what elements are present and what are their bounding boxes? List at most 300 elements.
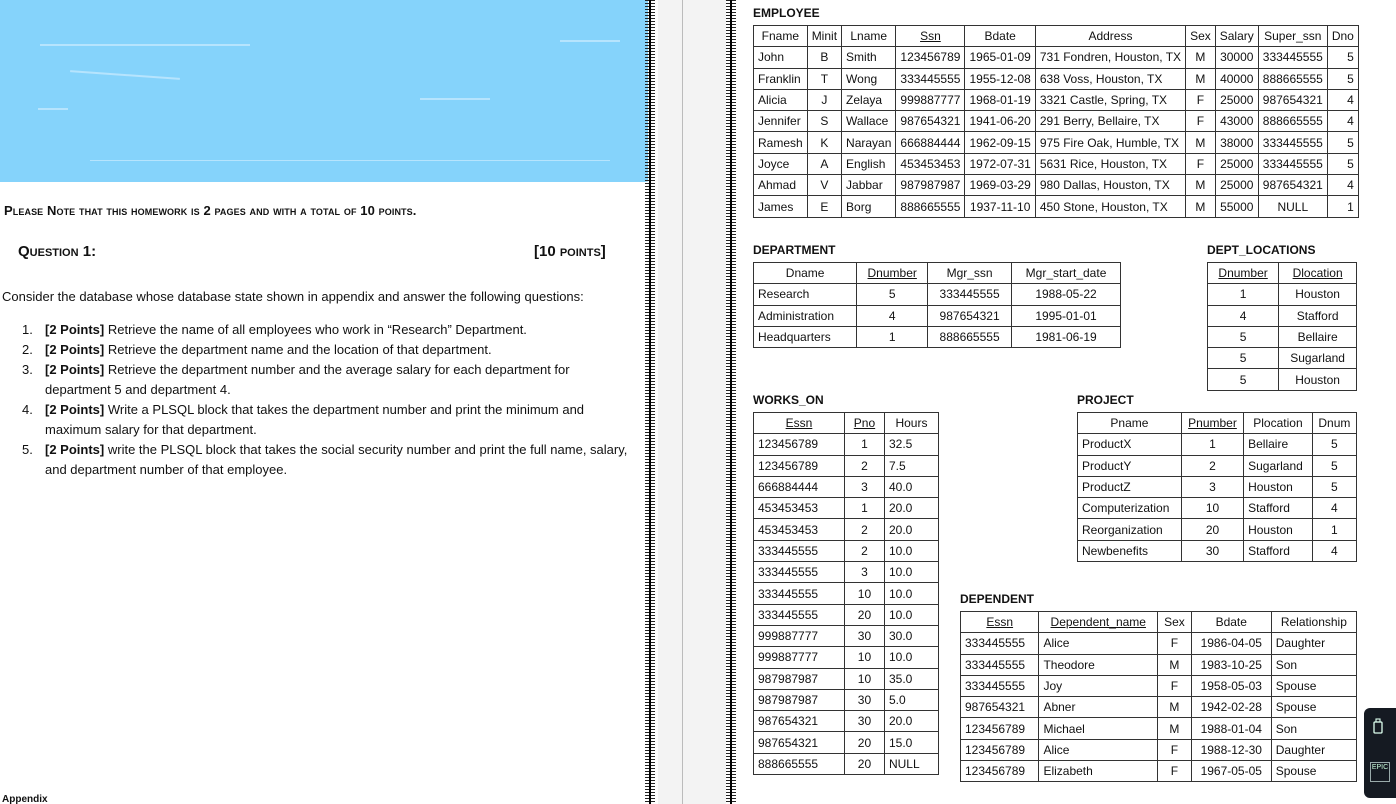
table-cell: M [1158, 718, 1192, 739]
table-row [754, 455, 939, 476]
table-cell: Wong [842, 68, 896, 89]
table-cell: Alice [1039, 633, 1158, 654]
column-header: Sex [1190, 29, 1211, 44]
table-cell: 10 [844, 647, 884, 668]
table-cell: 5 [1327, 47, 1358, 68]
header-cell [844, 413, 884, 434]
table-cell: Research [754, 284, 857, 305]
table-cell: 333445555 [1258, 47, 1327, 68]
table-cell: John [754, 47, 808, 68]
table-cell: 333445555 [961, 675, 1039, 696]
table-cell: 2 [1181, 455, 1243, 476]
table-row [754, 562, 939, 583]
table-cell: T [807, 68, 841, 89]
column-header: Fname [761, 29, 800, 44]
table-cell: 731 Fondren, Houston, TX [1035, 47, 1185, 68]
table-row [754, 175, 1359, 196]
table-cell: Spouse [1271, 761, 1356, 782]
table-row [754, 668, 939, 689]
table-cell: 25000 [1215, 153, 1258, 174]
item-text: Retrieve the name of all employees who work in “Research” Department. [104, 322, 527, 337]
table-cell: 1942-02-28 [1191, 697, 1271, 718]
table-cell: James [754, 196, 808, 217]
table-cell: 2 [844, 455, 884, 476]
table-row [961, 633, 1357, 654]
works-on-table [753, 412, 939, 775]
table-cell: 888665555 [1258, 111, 1327, 132]
table-row [754, 753, 939, 774]
appendix-page [736, 0, 1366, 804]
employee-table [753, 25, 1359, 218]
table-cell: 888665555 [896, 196, 965, 217]
table-cell: 638 Voss, Houston, TX [1035, 68, 1185, 89]
table-row [1208, 284, 1357, 305]
table-row [754, 153, 1359, 174]
table-row [1208, 369, 1357, 390]
column-header: Dno [1331, 29, 1354, 44]
table-cell: 123456789 [961, 739, 1039, 760]
table-cell: E [807, 196, 841, 217]
table-cell: 10 [844, 583, 884, 604]
table-cell: 5.0 [884, 689, 938, 710]
table-row [754, 305, 1121, 326]
table-cell: M [1186, 47, 1216, 68]
table-header-row [754, 26, 1359, 47]
table-cell: 20.0 [884, 519, 938, 540]
header-cell [842, 26, 896, 47]
table-row [754, 284, 1121, 305]
table-row [1208, 326, 1357, 347]
question-list [22, 320, 636, 480]
header-cell [1258, 26, 1327, 47]
table-cell: Stafford [1244, 540, 1313, 561]
table-cell: 1995-01-01 [1012, 305, 1121, 326]
table-cell: 666884444 [754, 476, 845, 497]
table-cell: 1986-04-05 [1191, 633, 1271, 654]
column-header: Dnumber [867, 266, 917, 281]
table-cell: S [807, 111, 841, 132]
table-cell: 888665555 [754, 753, 845, 774]
table-cell: 1972-07-31 [965, 153, 1035, 174]
table-header-row [961, 612, 1357, 633]
table-cell: 975 Fire Oak, Humble, TX [1035, 132, 1185, 153]
table-cell: 43000 [1215, 111, 1258, 132]
table-cell: ProductY [1078, 455, 1182, 476]
table-cell: Ahmad [754, 175, 808, 196]
item-points: [2 Points] [45, 442, 105, 457]
table-cell: 999887777 [754, 647, 845, 668]
question-points: [10 points] [534, 243, 606, 260]
table-cell: 291 Berry, Bellaire, TX [1035, 111, 1185, 132]
table-cell: 453453453 [754, 519, 845, 540]
table-cell: 3 [844, 562, 884, 583]
table-cell: 1 [1181, 434, 1243, 455]
table-cell: Jabbar [842, 175, 896, 196]
table-cell: 888665555 [1258, 68, 1327, 89]
table-cell: 123456789 [896, 47, 965, 68]
table-cell: Alicia [754, 89, 808, 110]
dependent-title: DEPENDENT [960, 592, 1035, 606]
table-cell: 40.0 [884, 476, 938, 497]
table-cell: Daughter [1271, 739, 1356, 760]
table-cell: Sugarland [1279, 348, 1357, 369]
table-cell: 333445555 [754, 562, 845, 583]
table-cell: 987654321 [928, 305, 1012, 326]
table-cell: 15.0 [884, 732, 938, 753]
item-points: [2 Points] [45, 402, 105, 417]
table-cell: 333445555 [961, 654, 1039, 675]
table-row [1078, 476, 1357, 497]
usb-drive-icon[interactable] [1372, 718, 1384, 734]
table-cell: 20 [844, 604, 884, 625]
table-cell: 4 [1327, 175, 1358, 196]
table-cell: Headquarters [754, 326, 857, 347]
table-cell: Abner [1039, 697, 1158, 718]
appendix-label: Appendix [2, 794, 48, 804]
table-row [754, 111, 1359, 132]
column-header: Lname [850, 29, 888, 44]
table-cell: NULL [1258, 196, 1327, 217]
table-cell: 888665555 [928, 326, 1012, 347]
column-header: Pname [1110, 416, 1149, 431]
table-cell: 1 [1208, 284, 1279, 305]
table-cell: 5 [1312, 434, 1356, 455]
table-cell: 987987987 [754, 668, 845, 689]
table-cell: Borg [842, 196, 896, 217]
column-header: Salary [1219, 29, 1254, 44]
table-cell: 1962-09-15 [965, 132, 1035, 153]
header-cell [1279, 263, 1357, 284]
table-cell: 20.0 [884, 498, 938, 519]
dept-locations-table [1207, 262, 1357, 391]
table-cell: Jennifer [754, 111, 808, 132]
table-cell: 999887777 [754, 625, 845, 646]
column-header: Sex [1164, 615, 1185, 630]
header-cell [1208, 263, 1279, 284]
table-cell: 10.0 [884, 647, 938, 668]
table-cell: 30000 [1215, 47, 1258, 68]
table-row [754, 625, 939, 646]
header-cell [754, 26, 808, 47]
table-cell: 1 [844, 498, 884, 519]
table-cell: 980 Dallas, Houston, TX [1035, 175, 1185, 196]
table-row [961, 654, 1357, 675]
table-cell: 5 [1208, 326, 1279, 347]
table-cell: Ramesh [754, 132, 808, 153]
table-cell: Spouse [1271, 697, 1356, 718]
table-cell: 2 [844, 540, 884, 561]
question-intro: Consider the database whose database state shown in appendix and answer the following questions: [2, 289, 584, 304]
header-cell [754, 263, 857, 284]
table-cell: NULL [884, 753, 938, 774]
table-cell: Bellaire [1244, 434, 1313, 455]
table-row [961, 697, 1357, 718]
item-number: 4. [22, 402, 33, 417]
table-cell: Spouse [1271, 675, 1356, 696]
table-cell: Elizabeth [1039, 761, 1158, 782]
table-cell: 450 Stone, Houston, TX [1035, 196, 1185, 217]
table-cell: 10 [844, 668, 884, 689]
dept-locations-title: DEPT_LOCATIONS [1207, 243, 1316, 257]
table-cell: M [1158, 654, 1192, 675]
table-row [754, 604, 939, 625]
table-cell: 32.5 [884, 434, 938, 455]
item-number: 3. [22, 362, 33, 377]
table-cell: 4 [1327, 89, 1358, 110]
table-cell: V [807, 175, 841, 196]
table-cell: 123456789 [754, 455, 845, 476]
table-cell: Zelaya [842, 89, 896, 110]
table-cell: 38000 [1215, 132, 1258, 153]
page-tear-right [726, 0, 736, 804]
table-cell: 20.0 [884, 711, 938, 732]
table-cell: J [807, 89, 841, 110]
table-cell: Theodore [1039, 654, 1158, 675]
table-cell: 333445555 [754, 583, 845, 604]
question-title: Question 1: [18, 243, 97, 260]
table-cell: Newbenefits [1078, 540, 1182, 561]
employee-title: EMPLOYEE [753, 6, 820, 20]
table-cell: 1941-06-20 [965, 111, 1035, 132]
table-cell: 3 [1181, 476, 1243, 497]
item-points: [2 Points] [45, 362, 105, 377]
table-cell: Wallace [842, 111, 896, 132]
table-cell: 453453453 [896, 153, 965, 174]
table-cell: 1937-11-10 [965, 196, 1035, 217]
table-cell: 30 [844, 625, 884, 646]
table-cell: 5 [1327, 153, 1358, 174]
table-cell: 30 [1181, 540, 1243, 561]
table-row [754, 711, 939, 732]
table-row [754, 68, 1359, 89]
column-header: Mgr_ssn [946, 266, 993, 281]
column-header: Address [1088, 29, 1133, 44]
table-cell: 4 [1208, 305, 1279, 326]
column-header: Dnum [1318, 416, 1351, 431]
column-header: Pnumber [1188, 416, 1237, 431]
header-cell [884, 413, 938, 434]
header-cell [1312, 413, 1356, 434]
table-row [1078, 455, 1357, 476]
table-cell: 1981-06-19 [1012, 326, 1121, 347]
header-cell [896, 26, 965, 47]
table-cell: Son [1271, 718, 1356, 739]
header-cell [928, 263, 1012, 284]
header-cell [1186, 26, 1216, 47]
table-cell: 5 [1312, 455, 1356, 476]
column-header: Super_ssn [1264, 29, 1322, 44]
table-cell: Houston [1244, 519, 1313, 540]
table-cell: B [807, 47, 841, 68]
table-header-row [1078, 413, 1357, 434]
table-cell: 987654321 [961, 697, 1039, 718]
table-cell: 4 [857, 305, 928, 326]
column-header: Mgr_start_date [1025, 266, 1107, 281]
table-row [1078, 498, 1357, 519]
header-cell [1327, 26, 1358, 47]
table-cell: F [1158, 675, 1192, 696]
item-points: [2 Points] [45, 322, 105, 337]
table-cell: 4 [1312, 540, 1356, 561]
table-cell: Reorganization [1078, 519, 1182, 540]
column-header: Relationship [1280, 615, 1347, 630]
homework-notice: Please Note that this homework is 2 pages and with a total of 10 points. [4, 203, 417, 218]
table-cell: Narayan [842, 132, 896, 153]
table-cell: 987987987 [896, 175, 965, 196]
department-table [753, 262, 1121, 348]
project-table [1077, 412, 1357, 562]
table-cell: 987654321 [754, 711, 845, 732]
redacted-area [0, 0, 648, 182]
table-cell: 35.0 [884, 668, 938, 689]
table-cell: 10.0 [884, 604, 938, 625]
table-cell: M [1186, 132, 1216, 153]
table-row [1208, 305, 1357, 326]
header-cell [1158, 612, 1192, 633]
table-cell: 1968-01-19 [965, 89, 1035, 110]
department-title: DEPARTMENT [753, 243, 836, 257]
table-cell: Administration [754, 305, 857, 326]
table-cell: 987654321 [754, 732, 845, 753]
table-cell: Houston [1279, 369, 1357, 390]
table-cell: 1967-05-05 [1191, 761, 1271, 782]
table-cell: 1 [844, 434, 884, 455]
item-points: [2 Points] [45, 342, 105, 357]
table-row [754, 647, 939, 668]
table-cell: 987654321 [896, 111, 965, 132]
page-tear-left [645, 0, 655, 804]
table-cell: 2 [844, 519, 884, 540]
table-cell: 123456789 [754, 434, 845, 455]
table-row [754, 434, 939, 455]
table-cell: Joyce [754, 153, 808, 174]
header-cell [1039, 612, 1158, 633]
column-header: Bdate [984, 29, 1016, 44]
table-header-row [754, 413, 939, 434]
table-cell: 1 [857, 326, 928, 347]
table-row [754, 498, 939, 519]
table-row [754, 519, 939, 540]
column-header: Minit [811, 29, 838, 44]
homework-page [0, 0, 648, 804]
table-row [1078, 519, 1357, 540]
table-cell: Stafford [1244, 498, 1313, 519]
table-cell: 1988-12-30 [1191, 739, 1271, 760]
table-row [754, 732, 939, 753]
column-header: Dependent_name [1050, 615, 1146, 630]
table-cell: F [1158, 761, 1192, 782]
table-cell: 333445555 [1258, 132, 1327, 153]
table-cell: M [1158, 697, 1192, 718]
header-cell [1215, 26, 1258, 47]
table-row [754, 132, 1359, 153]
column-header: Essn [986, 615, 1014, 630]
table-cell: Franklin [754, 68, 808, 89]
dependent-table [960, 611, 1357, 782]
table-cell: F [1186, 89, 1216, 110]
column-header: Hours [895, 416, 928, 431]
table-cell: 3321 Castle, Spring, TX [1035, 89, 1185, 110]
table-cell: 1983-10-25 [1191, 654, 1271, 675]
table-cell: 453453453 [754, 498, 845, 519]
table-cell: F [1186, 153, 1216, 174]
header-cell [1271, 612, 1356, 633]
table-cell: 20 [844, 732, 884, 753]
table-cell: 123456789 [961, 761, 1039, 782]
table-cell: Smith [842, 47, 896, 68]
table-cell: 30.0 [884, 625, 938, 646]
table-cell: 5 [1312, 476, 1356, 497]
table-cell: 1969-03-29 [965, 175, 1035, 196]
question-item [22, 360, 636, 400]
item-number: 2. [22, 342, 33, 357]
header-cell [754, 413, 845, 434]
document-gutter [658, 0, 726, 804]
table-row [961, 761, 1357, 782]
side-toolbar[interactable] [1364, 708, 1396, 798]
column-header: Pno [853, 416, 876, 431]
table-cell: English [842, 153, 896, 174]
table-cell: Computerization [1078, 498, 1182, 519]
question-item [22, 400, 636, 440]
table-cell: 5631 Rice, Houston, TX [1035, 153, 1185, 174]
table-cell: 333445555 [928, 284, 1012, 305]
table-cell: Alice [1039, 739, 1158, 760]
table-cell: 55000 [1215, 196, 1258, 217]
table-cell: 666884444 [896, 132, 965, 153]
table-row [1078, 540, 1357, 561]
table-row [1078, 434, 1357, 455]
table-cell: 333445555 [754, 540, 845, 561]
question-item [22, 340, 636, 360]
table-cell: Stafford [1279, 305, 1357, 326]
table-cell: K [807, 132, 841, 153]
table-cell: F [1158, 739, 1192, 760]
table-cell: 333445555 [961, 633, 1039, 654]
table-cell: 25000 [1215, 89, 1258, 110]
table-cell: 1988-01-04 [1191, 718, 1271, 739]
table-cell: 999887777 [896, 89, 965, 110]
table-row [754, 583, 939, 604]
table-cell: ProductX [1078, 434, 1182, 455]
table-cell: 5 [857, 284, 928, 305]
item-text: write the PLSQL block that takes the social security number and print the full name, salary, and department number of that employee. [45, 442, 628, 477]
table-cell: 4 [1327, 111, 1358, 132]
table-cell: 1 [1312, 519, 1356, 540]
table-cell: 987654321 [1258, 175, 1327, 196]
table-cell: Daughter [1271, 633, 1356, 654]
table-cell: 5 [1327, 68, 1358, 89]
table-cell: 333445555 [754, 604, 845, 625]
column-header: Dlocation [1292, 266, 1343, 281]
table-cell: 987987987 [754, 689, 845, 710]
table-cell: 20 [1181, 519, 1243, 540]
table-cell: 25000 [1215, 175, 1258, 196]
table-row [754, 196, 1359, 217]
table-cell: 5 [1208, 369, 1279, 390]
epic-logo-icon[interactable]: EPIC [1370, 762, 1390, 782]
table-cell: Michael [1039, 718, 1158, 739]
table-cell: 1958-05-03 [1191, 675, 1271, 696]
table-row [754, 540, 939, 561]
table-cell: 123456789 [961, 718, 1039, 739]
table-cell: M [1186, 68, 1216, 89]
table-cell: 20 [844, 753, 884, 774]
table-cell: 1965-01-09 [965, 47, 1035, 68]
table-header-row [754, 263, 1121, 284]
table-cell: 5 [1327, 132, 1358, 153]
table-row [754, 89, 1359, 110]
